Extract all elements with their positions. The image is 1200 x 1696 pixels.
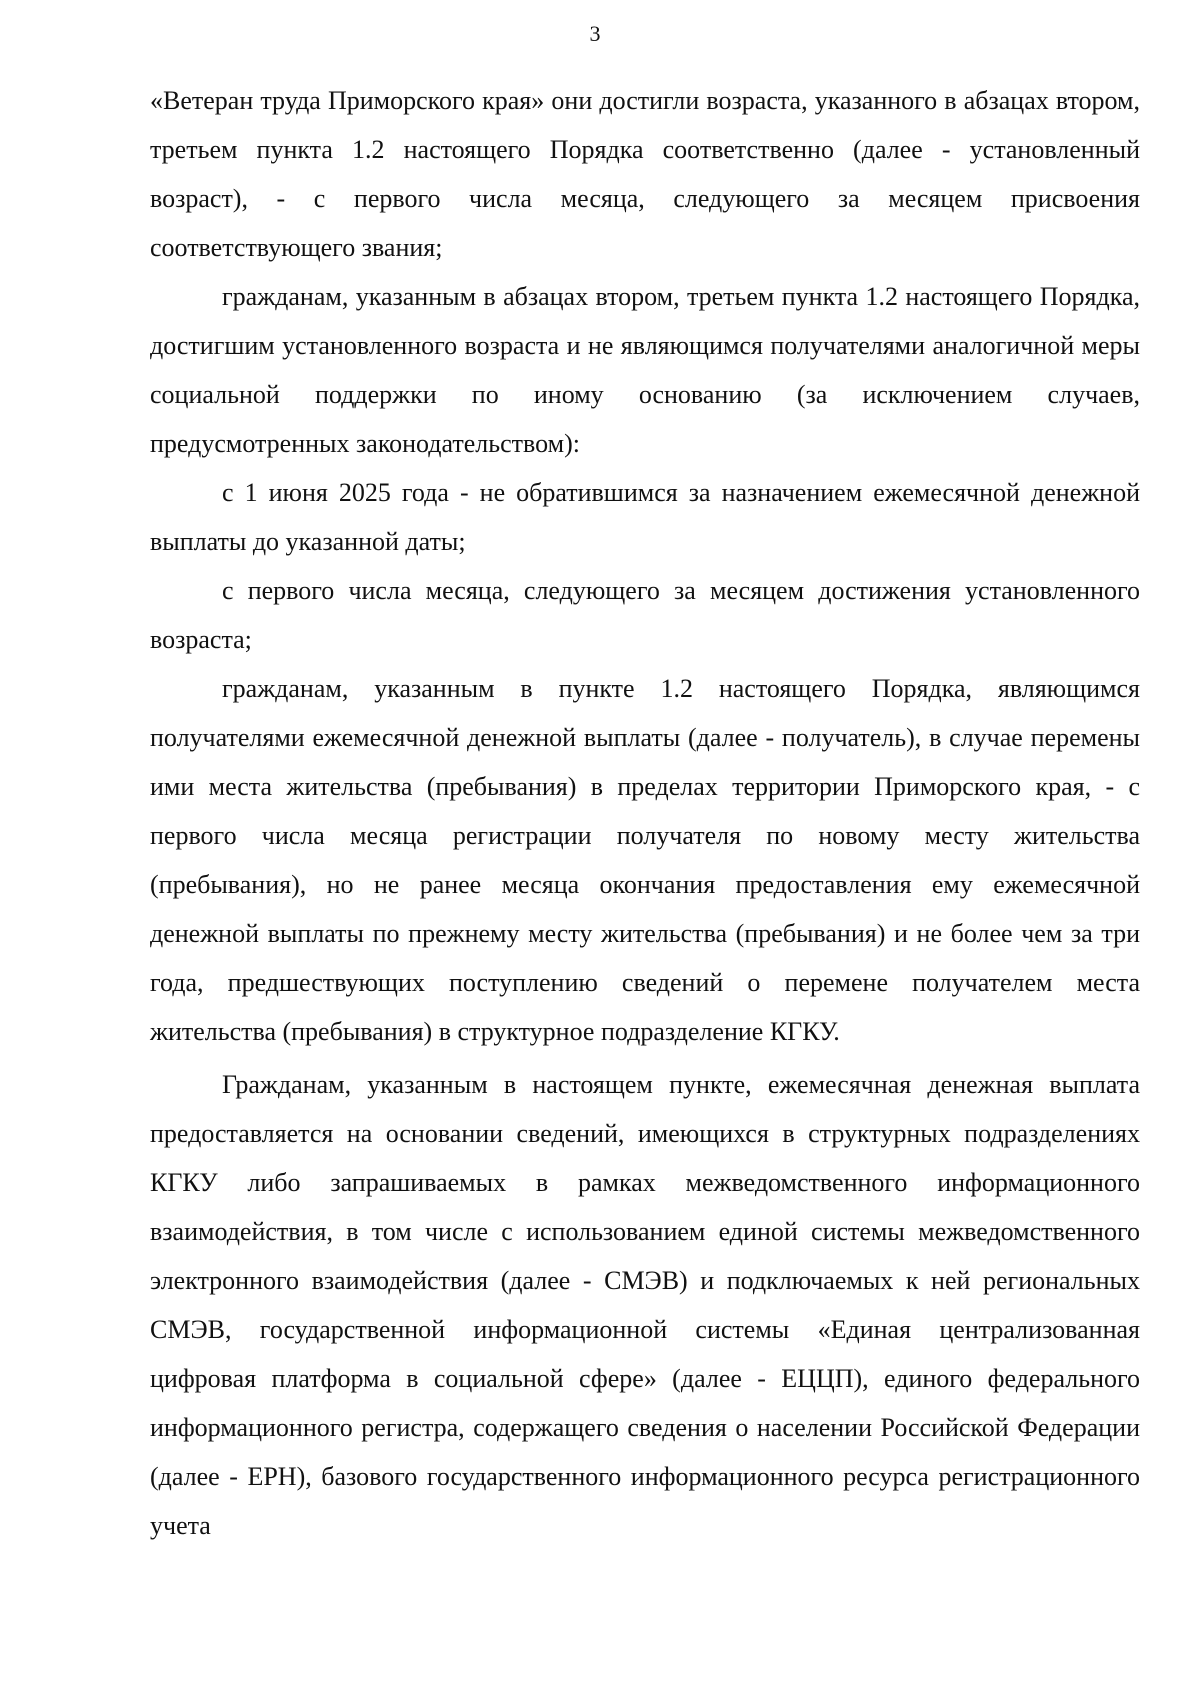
paragraph-from-june-2025: с 1 июня 2025 года - не обратившимся за назначением ежемесячной денежной выплаты до указанной даты; bbox=[150, 478, 1140, 556]
document-body bbox=[150, 76, 1140, 1550]
paragraph-citizens-reaching-age: гражданам, указанным в абзацах втором, третьем пункта 1.2 настоящего Порядка, достигшим установленного возраста и не являющимся получателями аналогичной меры социальной поддержки по иному основанию (за исключением случаев, предусмотренных законодательством): bbox=[150, 282, 1140, 458]
paragraph-information-basis: Гражданам, указанным в настоящем пункте, ежемесячная денежная выплата предоставляется на основании сведений, имеющихся в структурных подразделениях КГКУ либо запрашиваемых в рамках межведомственного информационного взаимодействия, в том числе с использованием единой системы межведомственного электронного взаимодействия (далее - СМЭВ) и подключаемых к ней региональных СМЭВ, государственной информационной системы «Единая централизованная цифровая платформа в социальной сфере» (далее - ЕЦЦП), единого федерального информационного регистра, содержащего сведения о населении Российской Федерации (далее - ЕРН), базового государственного информационного ресурса регистрационного учета bbox=[150, 1070, 1140, 1540]
paragraph-change-of-residence: гражданам, указанным в пункте 1.2 настоящего Порядка, являющимся получателями ежемесячной денежной выплаты (далее - получатель), в случае перемены ими места жительства (пребывания) в пределах территории Приморского края, - с первого числа месяца регистрации получателя по новому месту жительства (пребывания), но не ранее месяца окончания предоставления ему ежемесячной денежной выплаты по прежнему месту жительства (пребывания) и не более чем за три года, предшествующих поступлению сведений о перемене получателем места жительства (пребывания) в структурное подразделение КГКУ. bbox=[150, 674, 1140, 1046]
paragraph-continuation: «Ветеран труда Приморского края» они достигли возраста, указанного в абзацах втором, третьем пункта 1.2 настоящего Порядка соответственно (далее - установленный возраст), - с первого числа месяца, следующего за месяцем присвоения соответствующего звания; bbox=[150, 86, 1140, 262]
paragraph-from-first-day-of-month: с первого числа месяца, следующего за месяцем достижения установленного возраста; bbox=[150, 576, 1140, 654]
page-number: 3 bbox=[589, 21, 601, 46]
